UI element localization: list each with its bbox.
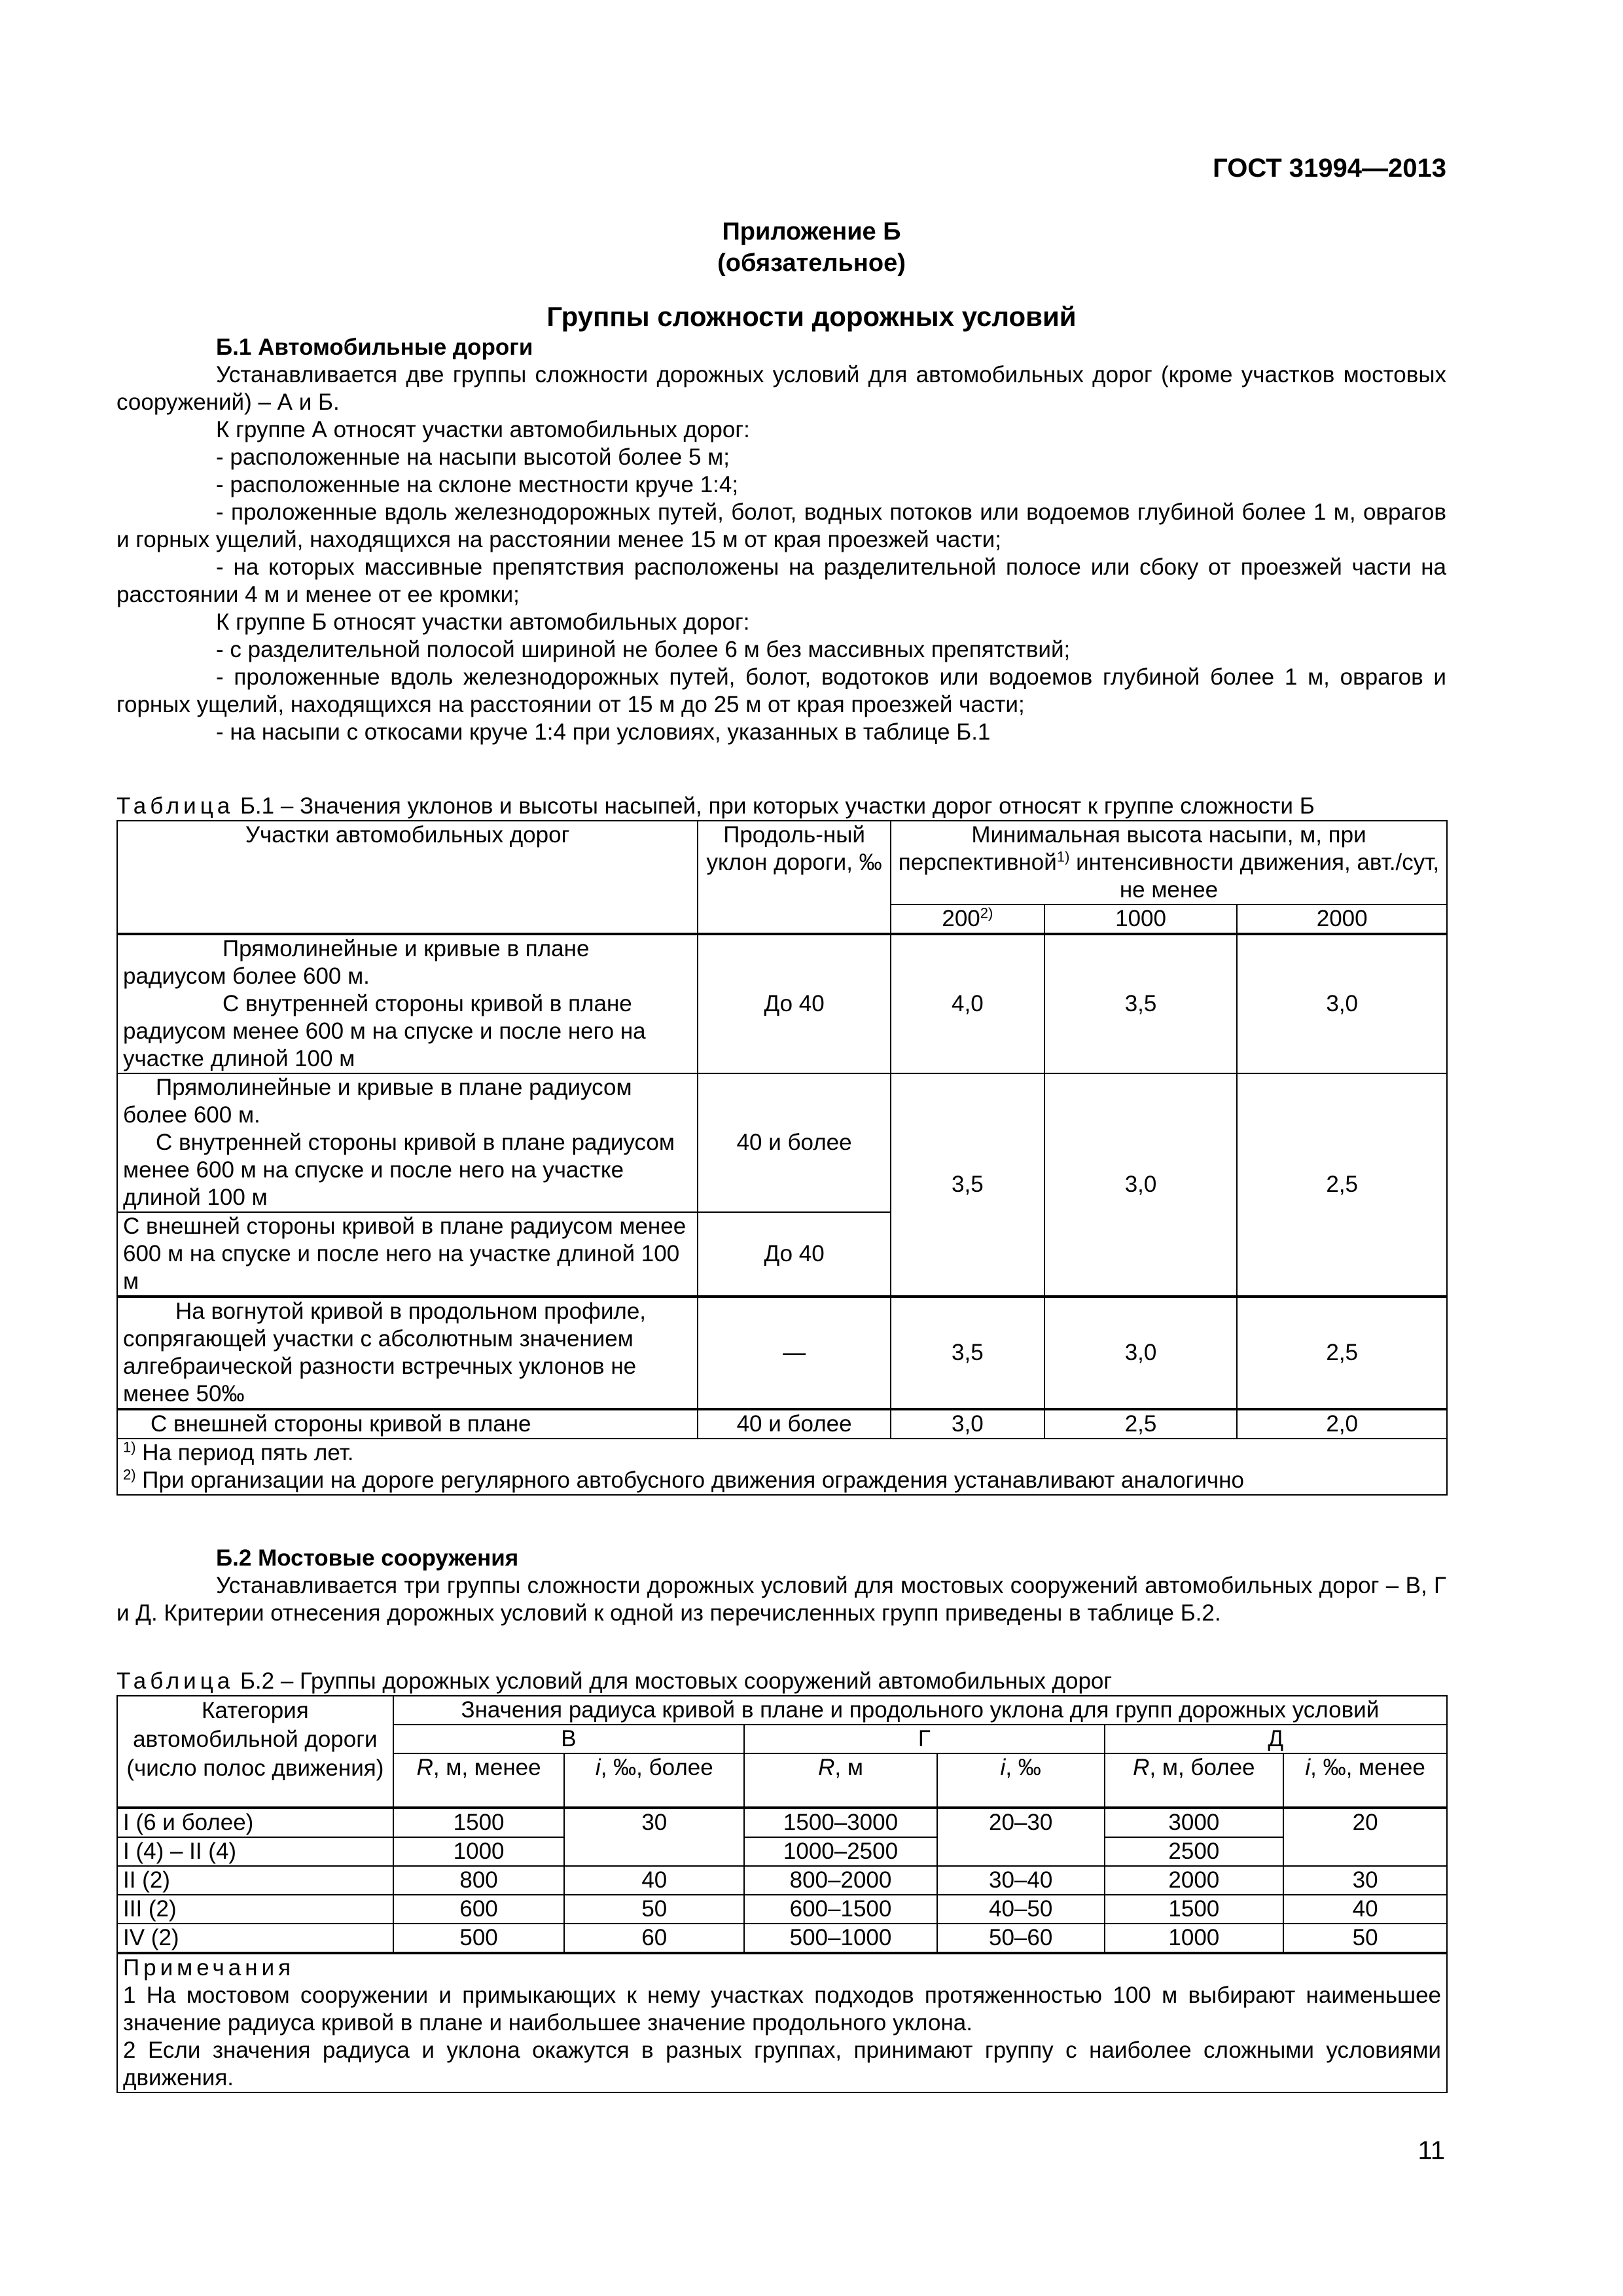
- table-cell: 3,0: [1044, 1073, 1238, 1297]
- note: 1 На мостовом сооружении и примыкающих к нему участках подходов протяженностью 100 м выбирают наименьшее значение радиуса кривой в плане и наибольшее значение продольного уклона.: [123, 1982, 1441, 2036]
- header-cell: 2000: [1237, 905, 1447, 934]
- paragraph: Устанавливается три группы сложности дорожных условий для мостовых сооружений автомобильных дорог – В, Г и Д. Критерии отнесения дорожных условий к одной из перечисленных групп приведены в таблице Б.2.: [116, 1573, 1446, 1626]
- header-cell: i, ‰: [937, 1753, 1105, 1808]
- table-cell: 800–2000: [744, 1866, 937, 1895]
- table-cell: 2,5: [1237, 1073, 1447, 1297]
- table-cell: II (2): [117, 1866, 393, 1895]
- table-cell: 30: [564, 1808, 744, 1866]
- table-cell: 40 и более: [698, 1409, 891, 1439]
- table-cell: 50–60: [937, 1924, 1105, 1953]
- group-header: В: [393, 1725, 744, 1753]
- table-cell: 3,5: [891, 1297, 1044, 1409]
- group-header: Д: [1105, 1725, 1448, 1753]
- table-b1: [116, 820, 1448, 1496]
- table-cell: 40–50: [937, 1895, 1105, 1924]
- table-row: [117, 1924, 1447, 1953]
- table-cell: На вогнутой кривой в продольном профиле, сопрягающей участки с абсолютным значением алгебраической разности встречных уклонов не менее 50‰: [117, 1297, 698, 1409]
- table-cell: 3,0: [891, 1409, 1044, 1439]
- table-cell: 30: [1283, 1866, 1447, 1895]
- table-footnotes: [117, 1439, 1447, 1495]
- header-cell: i, ‰, менее: [1283, 1753, 1447, 1808]
- header-cell: R, м, более: [1105, 1753, 1284, 1808]
- paragraph: К группе А относят участки автомобильных дорог:: [216, 417, 750, 442]
- table-cell: 30–40: [937, 1866, 1105, 1895]
- table-cell: Прямолинейные и кривые в плане радиусом более 600 м. С внутренней стороны кривой в плане радиусом менее 600 м на спуске и после него на участке длиной 100 м: [117, 1073, 698, 1212]
- group-header: Г: [744, 1725, 1104, 1753]
- header-cell: 1000: [1044, 905, 1238, 934]
- section-bridges: [116, 1545, 1446, 1627]
- table-cell: 2,5: [1237, 1297, 1447, 1409]
- list-item: - с разделительной полосой шириной не более 6 м без массивных препятствий;: [216, 637, 1071, 662]
- table-caption-text: Б.1 – Значения уклонов и высоты насыпей, при которых участки дорог относят к группе сложности Б: [234, 793, 1315, 819]
- table-cell: 500–1000: [744, 1924, 937, 1953]
- list-item: - расположенные на насыпи высотой более 5 м;: [216, 444, 730, 470]
- table-cell: 500: [393, 1924, 565, 1953]
- table-row: [117, 1073, 1447, 1212]
- section-heading: Б.2 Мостовые сооружения: [216, 1545, 519, 1571]
- header-cell: i, ‰, более: [564, 1753, 744, 1808]
- footnotes-cell: [117, 1439, 1447, 1495]
- table-header-row: [117, 1696, 1447, 1725]
- footnote: $^{2)}$ При организации на дороге регулярного автобусного движения ограждения устанавливают аналогично: [123, 1466, 1244, 1493]
- paragraph: К группе Б относят участки автомобильных дорог:: [216, 609, 750, 635]
- table-cell: 3000: [1105, 1808, 1284, 1837]
- table-cell: 1500: [1105, 1895, 1284, 1924]
- table-row: [117, 1895, 1447, 1924]
- appendix-label: Приложение Б: [722, 218, 901, 245]
- notes-cell: [117, 1953, 1447, 2092]
- table-cell: IV (2): [117, 1924, 393, 1953]
- list-item: - на которых массивные препятствия расположены на разделительной полосе или сбоку от проезжей части на расстоянии 4 м и менее от ее кромки;: [116, 554, 1446, 607]
- table-cell: —: [698, 1297, 891, 1409]
- table-cell: До 40: [698, 1212, 891, 1297]
- header-cell: Категория автомобильной дороги (число полос движения): [117, 1696, 393, 1808]
- table-cell: 40: [564, 1866, 744, 1895]
- header-cell: R, м: [744, 1753, 937, 1808]
- table-notes: [117, 1953, 1447, 2092]
- table-cell: 50: [564, 1895, 744, 1924]
- list-item: - проложенные вдоль железнодорожных путей, болот, водных потоков или водоемов глубиной более 1 м, оврагов и горных ущелий, находящихся на расстоянии менее 15 м от края проезжей части;: [116, 499, 1446, 552]
- table-row: [117, 934, 1447, 1073]
- table-caption: [116, 1668, 1465, 1695]
- table-caption-label: Таблица: [116, 1668, 234, 1694]
- table-cell: 20–30: [937, 1808, 1105, 1866]
- header-cell: Минимальная высота насыпи, м, при перспективной$^{1)}$ интенсивности движения, авт./сут, не менее: [891, 821, 1447, 905]
- table-cell: 3,5: [891, 1073, 1044, 1297]
- list-item: - проложенные вдоль железнодорожных путей, болот, водотоков или водоемов глубиной более 1 м, оврагов и горных ущелий, находящихся на расстоянии от 15 м до 25 м от края проезжей части;: [116, 664, 1446, 717]
- table-cell: 4,0: [891, 934, 1044, 1073]
- standard-number: ГОСТ 31994—2013: [1213, 154, 1446, 183]
- table-row: [117, 1837, 1447, 1866]
- table-caption-label: Таблица: [116, 793, 234, 819]
- header-cell: Продоль-ный уклон дороги, ‰: [698, 821, 891, 934]
- header-cell: Значения радиуса кривой в плане и продольного уклона для групп дорожных условий: [393, 1696, 1447, 1725]
- table-cell: 3,5: [1044, 934, 1238, 1073]
- table-cell: С внешней стороны кривой в плане: [117, 1409, 698, 1439]
- list-item: - на насыпи с откосами круче 1:4 при условиях, указанных в таблице Б.1: [216, 719, 991, 745]
- section-heading: Б.1 Автомобильные дороги: [216, 334, 533, 360]
- table-cell: 1000–2500: [744, 1837, 937, 1866]
- table-cell: 3,0: [1044, 1297, 1238, 1409]
- table-caption-text: Б.2 – Группы дорожных условий для мостовых сооружений автомобильных дорог: [234, 1668, 1113, 1694]
- paragraph: Устанавливается две группы сложности дорожных условий для автомобильных дорог (кроме участков мостовых сооружений) – А и Б.: [116, 362, 1446, 415]
- header-cell: R, м, менее: [393, 1753, 565, 1808]
- table-cell: 800: [393, 1866, 565, 1895]
- table-cell: 1000: [1105, 1924, 1284, 1953]
- table-cell: 60: [564, 1924, 744, 1953]
- table-cell: 600–1500: [744, 1895, 937, 1924]
- table-header-row: [117, 821, 1447, 905]
- table-cell: 600: [393, 1895, 565, 1924]
- table-row: [117, 1409, 1447, 1439]
- table-cell: 2,5: [1044, 1409, 1238, 1439]
- table-caption: [116, 793, 1465, 819]
- table-cell: 1000: [393, 1837, 565, 1866]
- table-cell: 50: [1283, 1924, 1447, 1953]
- appendix-status: (обязательное): [717, 249, 906, 277]
- list-item: - расположенные на склоне местности круче 1:4;: [216, 472, 739, 497]
- table-cell: 3,0: [1237, 934, 1447, 1073]
- page-number: 11: [1418, 2136, 1445, 2165]
- table-row: [117, 1297, 1447, 1409]
- header-cell: Участки автомобильных дорог: [117, 821, 698, 934]
- header-cell: 200$^{2)}$: [891, 905, 1044, 934]
- table-cell: I (6 и более): [117, 1808, 393, 1837]
- table-cell: 2,0: [1237, 1409, 1447, 1439]
- table-cell: Прямолинейные и кривые в плане радиусом более 600 м. С внутренней стороны кривой в плане радиусом менее 600 м на спуске и после него на участке длиной 100 м: [117, 934, 698, 1073]
- table-cell: III (2): [117, 1895, 393, 1924]
- table-cell: 2000: [1105, 1866, 1284, 1895]
- appendix-title: Группы сложности дорожных условий: [546, 301, 1077, 332]
- note: 2 Если значения радиуса и уклона окажутся в разных группах, принимают группу с наиболее сложными условиями движения.: [123, 2037, 1441, 2090]
- table-row: [117, 1808, 1447, 1837]
- table-cell: С внешней стороны кривой в плане радиусом менее 600 м на спуске и после него на участке длиной 100 м: [117, 1212, 698, 1297]
- table-cell: 40: [1283, 1895, 1447, 1924]
- table-row: [117, 1866, 1447, 1895]
- table-cell: I (4) – II (4): [117, 1837, 393, 1866]
- footnote: $^{1)}$ На период пять лет.: [123, 1439, 354, 1465]
- notes-title: Примечания: [123, 1955, 295, 1981]
- table-b2: [116, 1695, 1448, 2093]
- appendix-heading: [0, 216, 1623, 279]
- table-cell: 20: [1283, 1808, 1447, 1866]
- section-roads: [116, 334, 1446, 746]
- table-cell: 40 и более: [698, 1073, 891, 1212]
- table-cell: 1500–3000: [744, 1808, 937, 1837]
- table-cell: 1500: [393, 1808, 565, 1837]
- table-cell: До 40: [698, 934, 891, 1073]
- table-cell: 2500: [1105, 1837, 1284, 1866]
